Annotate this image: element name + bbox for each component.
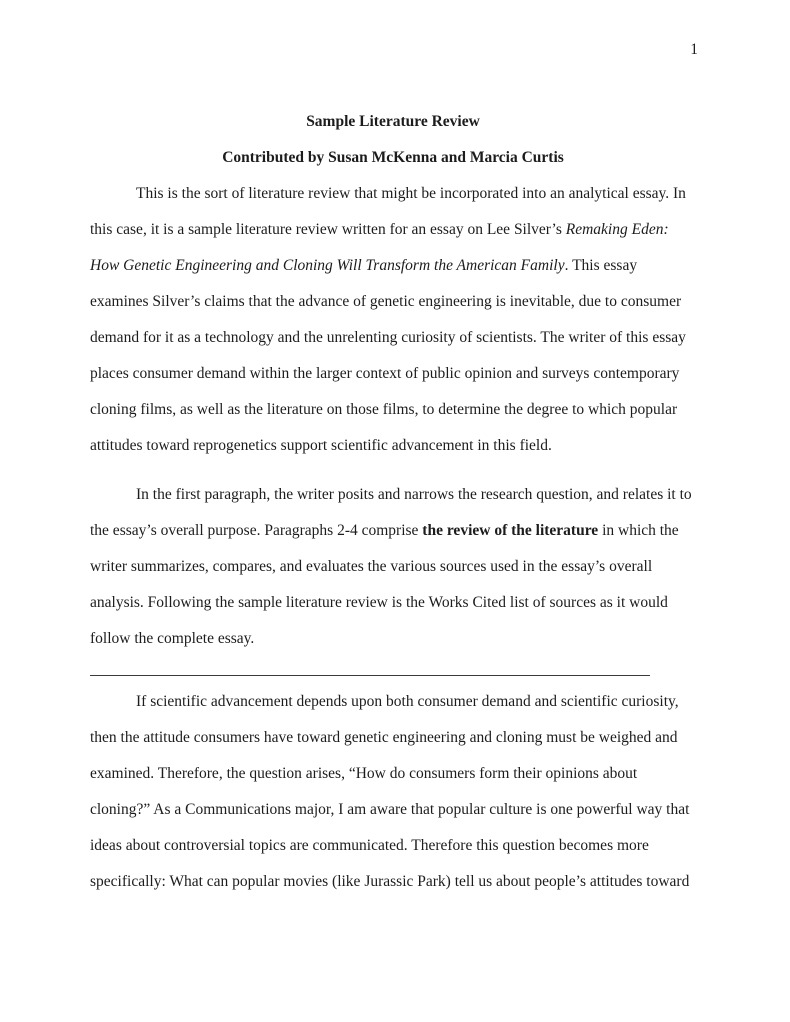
paragraph-introduction: This is the sort of literature review that might be incorporated into an analytical essay. In this case, it is a sample literature review written for an essay on Lee Silver’s Remaking Eden: How Genetic Engineering and Cloning Will Transform the American Family. This essay examines Silver’s claims that the advance of genetic engineering is inevitable, due to consumer demand for it as a technology and the unrelenting curiosity of scientists. The writer of this essay places consumer demand within the larger context of public opinion and surveys contemporary cloning films, as well as the literature on those films, to determine the degree to which popular attitudes toward reprogenetics support scientific advancement in this field.	[90, 185, 686, 454]
document-subtitle: Contributed by Susan McKenna and Marcia Curtis	[222, 149, 564, 166]
section-divider	[90, 675, 650, 676]
paragraph-sample-review-start: If scientific advancement depends upon both consumer demand and scientific curiosity, then the attitude consumers have toward genetic engineering and cloning must be weighed and examined. Therefore, the question arises, “How do consumers form their opinions about cloning?” As a Communications major, I am aware that popular culture is one powerful way that ideas about controversial topics are communicated. Therefore this question becomes more specifically: What can popular movies (like Jurassic Park) tell us about people’s attitudes toward	[90, 693, 690, 890]
page-number: 1	[690, 41, 698, 58]
document-content	[90, 104, 696, 900]
paragraph-structure-notes: In the first paragraph, the writer posits and narrows the research question, and relates it to the essay’s overall purpose. Paragraphs 2-4 comprise the review of the literature in which the writer summarizes, compares, and evaluates the various sources used in the essay’s overall analysis. Following the sample literature review is the Works Cited list of sources as it would follow the complete essay.	[90, 486, 692, 647]
document-title: Sample Literature Review	[306, 113, 480, 130]
